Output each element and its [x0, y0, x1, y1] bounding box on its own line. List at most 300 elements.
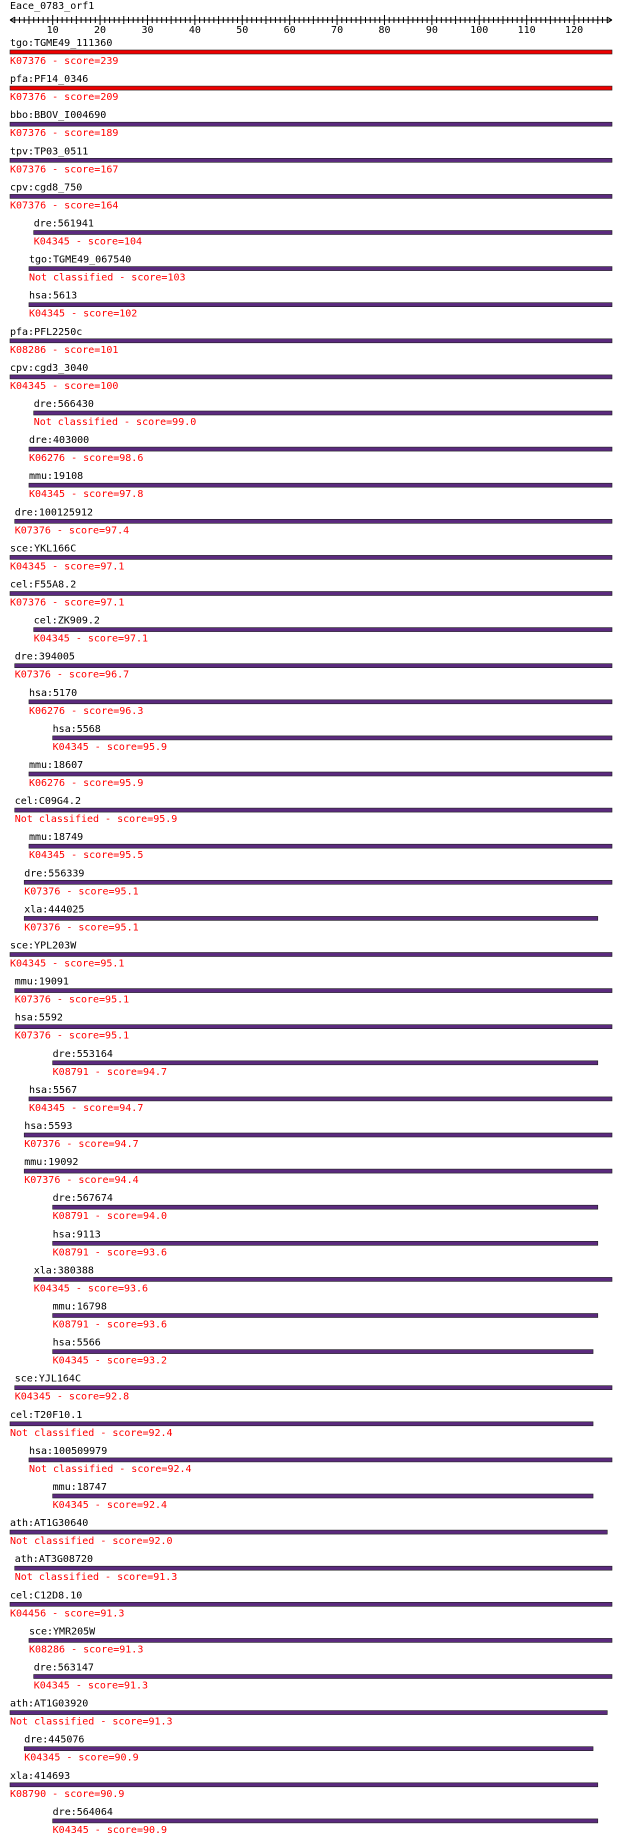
alignment-bar[interactable]	[15, 519, 612, 523]
hit-id-link[interactable]: sce:YMR205W	[28, 1626, 96, 1638]
alignment-bar[interactable]	[24, 1169, 612, 1173]
hit-id-link[interactable]: hsa:5613	[28, 290, 78, 302]
hit-id-link[interactable]: hsa:5593	[24, 1121, 73, 1132]
score-prefix: - score=	[60, 1175, 115, 1187]
alignment-bar[interactable]	[29, 267, 612, 271]
hit-ko-score[interactable]	[53, 1356, 167, 1367]
hit-row[interactable]	[34, 219, 612, 248]
ruler-tick-label: 30	[141, 25, 154, 36]
hit-id-link[interactable]: hsa:5568	[52, 723, 101, 735]
hit-ko-score[interactable]	[10, 200, 118, 211]
score-prefix: - score=	[65, 1644, 120, 1656]
hit-ko-score[interactable]	[24, 886, 138, 897]
hit-id-link[interactable]: hsa:5170	[28, 687, 78, 699]
alignment-bar[interactable]	[10, 1711, 607, 1715]
hit-row[interactable]	[53, 1807, 598, 1836]
hit-row[interactable]	[10, 1699, 607, 1728]
hit-id-link[interactable]: dre:563147	[33, 1662, 94, 1674]
score-prefix: - score=	[65, 489, 120, 501]
score-value: 93.2	[142, 1355, 168, 1367]
hit-row[interactable]	[53, 1193, 598, 1222]
hit-row[interactable]	[29, 1626, 612, 1655]
alignment-bar[interactable]	[24, 1133, 612, 1137]
alignment-bar[interactable]	[15, 1386, 612, 1390]
hit-id-link[interactable]: xla:444025	[24, 904, 85, 916]
ko-id[interactable]: K07376	[14, 669, 51, 681]
hit-id-link[interactable]: sce:YJL164C	[14, 1373, 81, 1385]
hit-ko-score[interactable]	[29, 309, 137, 320]
ko-id[interactable]: K04345	[33, 236, 70, 248]
hit-row[interactable]	[10, 182, 612, 211]
alignment-bar[interactable]	[15, 664, 612, 668]
ko-id[interactable]: K04345	[28, 489, 66, 501]
ko-id[interactable]: K04345	[24, 1752, 61, 1764]
score-value: 164	[100, 200, 119, 212]
ko-id[interactable]: K04345	[33, 1283, 70, 1295]
hit-id-link[interactable]: ath:AT3G08720	[14, 1554, 94, 1566]
hit-ko-score[interactable]	[24, 1753, 138, 1764]
hit-id-link[interactable]: hsa:5567	[28, 1084, 78, 1096]
score-prefix: - score=	[46, 92, 101, 104]
score-value: 95.9	[153, 814, 178, 826]
alignment-bar[interactable]	[10, 158, 612, 162]
hit-id-link[interactable]: ath:AT1G03920	[10, 1698, 89, 1710]
hit-id-link[interactable]: hsa:5566	[52, 1337, 101, 1349]
hit-row[interactable]	[24, 904, 598, 933]
alignment-bar[interactable]	[24, 1747, 593, 1751]
alignment-bar[interactable]	[53, 1061, 598, 1065]
hit-id-link[interactable]: dre:394005	[14, 651, 75, 663]
hit-id-link[interactable]: xla:380388	[33, 1265, 94, 1277]
hit-id-link[interactable]: cel:F55A8.2	[10, 579, 77, 591]
hit-ko-score[interactable]	[34, 1283, 148, 1294]
ko-id[interactable]: K07376	[14, 525, 51, 537]
ko-id[interactable]: K04345	[52, 1824, 89, 1836]
alignment-bar[interactable]	[34, 1675, 612, 1679]
hit-id-link[interactable]: sce:YPL203W	[10, 940, 77, 952]
hit-row[interactable]	[29, 688, 612, 717]
hit-row[interactable]	[29, 760, 612, 789]
ko-id[interactable]: K04345	[52, 741, 89, 753]
hit-ko-score[interactable]	[15, 1031, 129, 1042]
alignment-bar[interactable]	[10, 86, 612, 90]
hit-row[interactable]	[10, 1771, 598, 1800]
alignment-bar[interactable]	[10, 1530, 607, 1534]
score-value: 96.3	[119, 705, 144, 717]
hit-row[interactable]	[15, 796, 612, 825]
hit-ko-score[interactable]	[10, 959, 124, 970]
hit-row[interactable]	[34, 399, 612, 428]
hit-id-link[interactable]: dre:403000	[28, 435, 90, 447]
ko-id[interactable]: Not classified	[28, 1463, 114, 1475]
score-prefix: - score=	[46, 1788, 101, 1800]
hit-row[interactable]	[53, 1302, 598, 1331]
hit-row[interactable]	[10, 1410, 593, 1439]
ko-id[interactable]: Not classified	[14, 1572, 100, 1584]
alignment-bar[interactable]	[15, 808, 612, 812]
alignment-bar[interactable]	[29, 844, 612, 848]
hit-id-link[interactable]: tpv:TP03_0511	[10, 146, 89, 158]
alignment-bar[interactable]	[53, 1314, 598, 1318]
ko-id[interactable]: K07376	[24, 1175, 61, 1187]
ruler-tick-label: 110	[517, 25, 536, 36]
hit-row[interactable]	[34, 1265, 612, 1294]
score-prefix: - score=	[88, 741, 143, 753]
hit-ko-score[interactable]	[15, 1392, 129, 1403]
score-prefix: - score=	[99, 1572, 154, 1584]
ko-id[interactable]: Not classified	[10, 1536, 95, 1548]
hit-row[interactable]	[10, 580, 612, 609]
hit-list	[10, 38, 612, 1836]
score-prefix: - score=	[46, 1608, 101, 1620]
hit-ko-score[interactable]	[10, 56, 118, 67]
hit-id-link[interactable]: tgo:TGME49_111360	[10, 38, 113, 49]
hit-ko-score[interactable]	[53, 1211, 167, 1222]
hit-ko-score[interactable]	[24, 1139, 138, 1150]
ko-id[interactable]: K04345	[28, 850, 66, 862]
hit-ko-score[interactable]	[15, 995, 129, 1006]
ko-id[interactable]: K04345	[10, 958, 47, 970]
ko-id[interactable]: K04456	[10, 1608, 47, 1620]
hit-ko-score[interactable]	[10, 598, 124, 609]
hit-row[interactable]	[15, 652, 612, 681]
hit-ko-score[interactable]	[53, 742, 167, 753]
alignment-bar[interactable]	[29, 483, 612, 487]
alignment-bar[interactable]	[10, 953, 612, 957]
hit-id-link[interactable]: dre:566430	[33, 399, 94, 410]
hit-row[interactable]	[53, 1049, 598, 1078]
hit-ko-score[interactable]	[29, 850, 143, 861]
hit-ko-score[interactable]	[10, 164, 118, 175]
hit-id-link[interactable]: mmu:19091	[14, 976, 69, 988]
score-value: 95.1	[114, 886, 139, 898]
hit-id-link[interactable]: dre:553164	[52, 1048, 113, 1060]
hit-ko-score[interactable]	[10, 345, 118, 356]
hit-ko-score[interactable]	[15, 525, 129, 536]
alignment-bar[interactable]	[29, 1638, 612, 1642]
alignment-bar[interactable]	[24, 916, 598, 920]
hit-ko-score[interactable]	[53, 1067, 167, 1078]
hit-ko-score[interactable]	[29, 453, 143, 464]
alignment-bar[interactable]	[10, 592, 612, 596]
hit-ko-score[interactable]	[10, 1536, 173, 1547]
hit-row[interactable]	[24, 868, 612, 897]
hit-row[interactable]	[15, 977, 612, 1006]
ko-id[interactable]: K04345	[33, 633, 70, 645]
hit-id-link[interactable]: xla:414693	[10, 1770, 71, 1782]
ko-id[interactable]: Not classified	[10, 1427, 95, 1439]
ko-id[interactable]: K04345	[33, 1680, 70, 1692]
hit-ko-score[interactable]	[15, 814, 178, 825]
hit-id-link[interactable]: pfa:PFL2250c	[10, 326, 83, 338]
score-value: 97.1	[100, 561, 125, 573]
ko-id[interactable]: K04345	[28, 1102, 66, 1114]
hit-row[interactable]	[29, 291, 612, 320]
hit-row[interactable]	[24, 1121, 612, 1150]
score-prefix: - score=	[65, 453, 120, 465]
hit-id-link[interactable]: tgo:TGME49_067540	[28, 254, 132, 266]
hit-id-link[interactable]: mmu:18749	[28, 832, 84, 844]
ko-id[interactable]: Not classified	[33, 417, 118, 428]
score-value: 98.6	[119, 453, 144, 465]
hit-row[interactable]	[34, 1663, 612, 1692]
hit-ko-score[interactable]	[10, 381, 118, 392]
hit-ko-score[interactable]	[34, 634, 148, 645]
alignment-bar[interactable]	[29, 700, 612, 704]
score-value: 91.3	[100, 1608, 125, 1620]
hit-id-link[interactable]: ath:AT1G30640	[10, 1518, 89, 1530]
hit-ko-score[interactable]	[29, 778, 143, 789]
score-prefix: - score=	[60, 1752, 115, 1764]
hit-row[interactable]	[10, 363, 612, 392]
hit-id-link[interactable]: dre:100125912	[14, 507, 94, 519]
hit-ko-score[interactable]	[10, 1428, 173, 1439]
score-value: 91.3	[119, 1644, 144, 1656]
hit-ko-score[interactable]	[29, 706, 143, 717]
ko-id[interactable]: K04345	[52, 1355, 89, 1367]
alignment-bar[interactable]	[34, 411, 612, 415]
alignment-bar[interactable]	[53, 1205, 598, 1209]
score-value: 92.4	[148, 1427, 173, 1439]
hit-ko-score[interactable]	[24, 922, 138, 933]
score-value: 189	[100, 128, 119, 140]
alignment-bar[interactable]	[10, 1422, 593, 1426]
ko-id[interactable]: K07376	[10, 56, 47, 67]
hit-ko-score[interactable]	[29, 1103, 143, 1114]
ko-id[interactable]: K07376	[24, 886, 61, 898]
alignment-bar[interactable]	[10, 339, 612, 343]
score-prefix: - score=	[60, 1139, 115, 1150]
hit-row[interactable]	[10, 146, 612, 175]
ruler-tick-label: 20	[94, 25, 107, 36]
ko-id[interactable]: K08791	[52, 1247, 89, 1259]
hit-id-link[interactable]: dre:564064	[52, 1806, 113, 1818]
hit-id-link[interactable]: pfa:PF14_0346	[10, 74, 89, 86]
hit-ko-score[interactable]	[29, 273, 186, 284]
hit-id-link[interactable]: hsa:5592	[14, 1012, 63, 1024]
hit-row[interactable]	[10, 38, 612, 67]
hit-ko-score[interactable]	[53, 1320, 167, 1331]
hit-ko-score[interactable]	[24, 1175, 138, 1186]
score-value: 100	[100, 380, 119, 392]
hit-id-link[interactable]: mmu:18607	[28, 760, 84, 771]
hit-row[interactable]	[29, 1446, 612, 1475]
alignment-bar[interactable]	[29, 447, 612, 451]
ko-id[interactable]: K04345	[14, 1391, 51, 1403]
alignment-bar[interactable]	[53, 1819, 598, 1823]
ruler-tick-label: 60	[283, 25, 296, 36]
ko-id[interactable]: K07376	[10, 128, 47, 140]
hit-row[interactable]	[15, 1013, 612, 1042]
ko-id[interactable]: K08790	[10, 1788, 47, 1800]
hit-row[interactable]	[10, 110, 612, 139]
score-prefix: - score=	[46, 597, 101, 609]
hit-row[interactable]	[53, 724, 612, 753]
alignment-bar[interactable]	[10, 1602, 612, 1606]
hit-id-link[interactable]: hsa:9113	[52, 1229, 101, 1241]
alignment-bar[interactable]	[29, 1097, 612, 1101]
alignment-bar[interactable]	[53, 1350, 593, 1354]
ko-id[interactable]: Not classified	[14, 814, 100, 826]
hit-ko-score[interactable]	[29, 489, 143, 500]
hit-row[interactable]	[24, 1157, 612, 1186]
hit-ko-score[interactable]	[10, 1717, 173, 1728]
ko-id[interactable]: Not classified	[10, 1716, 95, 1728]
hit-ko-score[interactable]	[53, 1825, 167, 1836]
hit-row[interactable]	[15, 1374, 612, 1403]
hit-ko-score[interactable]	[34, 237, 142, 248]
ko-id[interactable]: K07376	[24, 922, 61, 934]
hit-row[interactable]	[10, 327, 612, 356]
hit-id-link[interactable]: mmu:16798	[52, 1301, 107, 1313]
ko-id[interactable]: K07376	[24, 1139, 61, 1150]
hit-id-link[interactable]: bbo:BBOV_I004690	[10, 110, 107, 122]
hit-row[interactable]	[53, 1229, 598, 1258]
ko-id[interactable]: Not classified	[28, 272, 114, 284]
score-value: 99.0	[172, 417, 197, 428]
hit-id-link[interactable]: dre:567674	[52, 1193, 113, 1205]
hit-ko-score[interactable]	[53, 1500, 167, 1511]
hit-row[interactable]	[15, 507, 612, 536]
hit-row[interactable]	[10, 1518, 607, 1547]
hit-id-link[interactable]: cpv:cgd3_3040	[10, 362, 89, 374]
alignment-bar[interactable]	[15, 1025, 612, 1029]
ko-id[interactable]: K07376	[10, 92, 47, 104]
score-prefix: - score=	[88, 1355, 143, 1367]
ko-id[interactable]: K04345	[10, 380, 47, 392]
ko-id[interactable]: K08791	[52, 1319, 89, 1331]
alignment-bar[interactable]	[34, 628, 612, 632]
hit-ko-score[interactable]	[29, 1464, 192, 1475]
hit-ko-score[interactable]	[34, 1681, 148, 1692]
alignment-bar[interactable]	[34, 1277, 612, 1281]
hit-ko-score[interactable]	[29, 1644, 143, 1655]
score-prefix: - score=	[46, 344, 101, 356]
alignment-bar[interactable]	[15, 1566, 612, 1570]
hit-ko-score[interactable]	[34, 417, 197, 428]
hit-id-link[interactable]: cel:ZK909.2	[33, 615, 100, 627]
ko-id[interactable]: K04345	[28, 308, 66, 320]
hit-id-link[interactable]: cel:T20F10.1	[10, 1409, 83, 1421]
hit-row[interactable]	[15, 1554, 612, 1583]
alignment-bar[interactable]	[53, 736, 612, 740]
hit-id-link[interactable]: dre:556339	[24, 868, 85, 880]
score-prefix: - score=	[99, 814, 154, 826]
alignment-bar[interactable]	[10, 50, 612, 54]
hit-row[interactable]	[29, 1085, 612, 1114]
score-prefix: - score=	[65, 705, 120, 717]
hit-ko-score[interactable]	[10, 1608, 124, 1619]
alignment-bar[interactable]	[53, 1494, 593, 1498]
hit-ko-score[interactable]	[10, 92, 118, 103]
hit-row[interactable]	[24, 1735, 593, 1764]
score-value: 90.9	[114, 1752, 139, 1764]
ko-id[interactable]: K07376	[10, 200, 47, 212]
ko-id[interactable]: K07376	[14, 994, 51, 1006]
ko-id[interactable]: K08286	[10, 344, 47, 356]
hit-id-link[interactable]: mmu:19108	[28, 471, 84, 483]
hit-id-link[interactable]: dre:445076	[24, 1734, 85, 1746]
score-value: 92.4	[142, 1500, 168, 1511]
hit-row[interactable]	[29, 471, 612, 500]
hit-row[interactable]	[53, 1482, 593, 1511]
hit-id-link[interactable]: hsa:100509979	[28, 1445, 108, 1457]
score-prefix: - score=	[88, 1066, 143, 1078]
ko-id[interactable]: K07376	[14, 1030, 51, 1042]
ko-id[interactable]: K07376	[10, 597, 47, 609]
alignment-bar[interactable]	[53, 1241, 598, 1245]
score-prefix: - score=	[113, 272, 168, 284]
alignment-bar[interactable]	[10, 1783, 598, 1787]
hit-row[interactable]	[10, 1590, 612, 1619]
score-value: 97.1	[100, 597, 125, 609]
ko-id[interactable]: K08791	[52, 1066, 89, 1078]
alignment-bar[interactable]	[10, 555, 612, 559]
score-value: 93.6	[142, 1247, 168, 1259]
score-prefix: - score=	[46, 200, 101, 212]
alignment-bar[interactable]	[10, 122, 612, 126]
hit-row[interactable]	[53, 1338, 593, 1367]
hit-row[interactable]	[29, 832, 612, 861]
alignment-bar[interactable]	[15, 989, 612, 993]
ko-id[interactable]: K08791	[52, 1211, 89, 1223]
score-value: 95.1	[105, 994, 130, 1006]
hit-row[interactable]	[10, 74, 612, 103]
ko-id[interactable]: K06276	[28, 453, 66, 465]
alignment-bar[interactable]	[29, 1458, 612, 1462]
alignment-bar[interactable]	[10, 194, 612, 198]
hit-id-link[interactable]: cpv:cgd8_750	[10, 182, 83, 194]
alignment-bar[interactable]	[24, 880, 612, 884]
hit-id-link[interactable]: mmu:19092	[24, 1157, 79, 1169]
hit-row[interactable]	[29, 435, 612, 464]
score-prefix: - score=	[50, 994, 106, 1006]
ko-id[interactable]: K07376	[10, 164, 47, 176]
hit-row[interactable]	[10, 543, 612, 572]
hit-ko-score[interactable]	[15, 1572, 178, 1583]
hit-id-link[interactable]: sce:YKL166C	[10, 543, 77, 555]
hit-row[interactable]	[29, 255, 612, 284]
ko-id[interactable]: K04345	[52, 1500, 89, 1511]
hit-ko-score[interactable]	[53, 1247, 167, 1258]
hit-id-link[interactable]: mmu:18747	[52, 1482, 107, 1493]
ko-id[interactable]: K08286	[28, 1644, 66, 1656]
alignment-bar[interactable]	[10, 375, 612, 379]
score-value: 93.6	[124, 1283, 149, 1295]
hit-id-link[interactable]: cel:C12D8.10	[10, 1590, 83, 1602]
hit-row[interactable]	[10, 941, 612, 970]
hit-ko-score[interactable]	[10, 1789, 124, 1800]
alignment-bar[interactable]	[29, 303, 612, 307]
score-value: 94.0	[142, 1211, 168, 1223]
hit-ko-score[interactable]	[15, 670, 129, 681]
ko-id[interactable]: K06276	[28, 778, 66, 789]
score-prefix: - score=	[94, 1427, 149, 1439]
score-prefix: - score=	[88, 1319, 143, 1331]
hit-row[interactable]	[34, 616, 612, 645]
alignment-bar[interactable]	[29, 772, 612, 776]
score-prefix: - score=	[117, 417, 173, 428]
hit-id-link[interactable]: dre:561941	[33, 218, 94, 230]
hit-id-link[interactable]: cel:C09G4.2	[14, 796, 81, 808]
ko-id[interactable]: K06276	[28, 705, 66, 717]
hit-ko-score[interactable]	[10, 561, 124, 572]
score-prefix: - score=	[65, 308, 120, 320]
score-prefix: - score=	[65, 850, 120, 862]
alignment-bar[interactable]	[34, 231, 612, 235]
hit-ko-score[interactable]	[10, 128, 118, 139]
ko-id[interactable]: K04345	[10, 561, 47, 573]
